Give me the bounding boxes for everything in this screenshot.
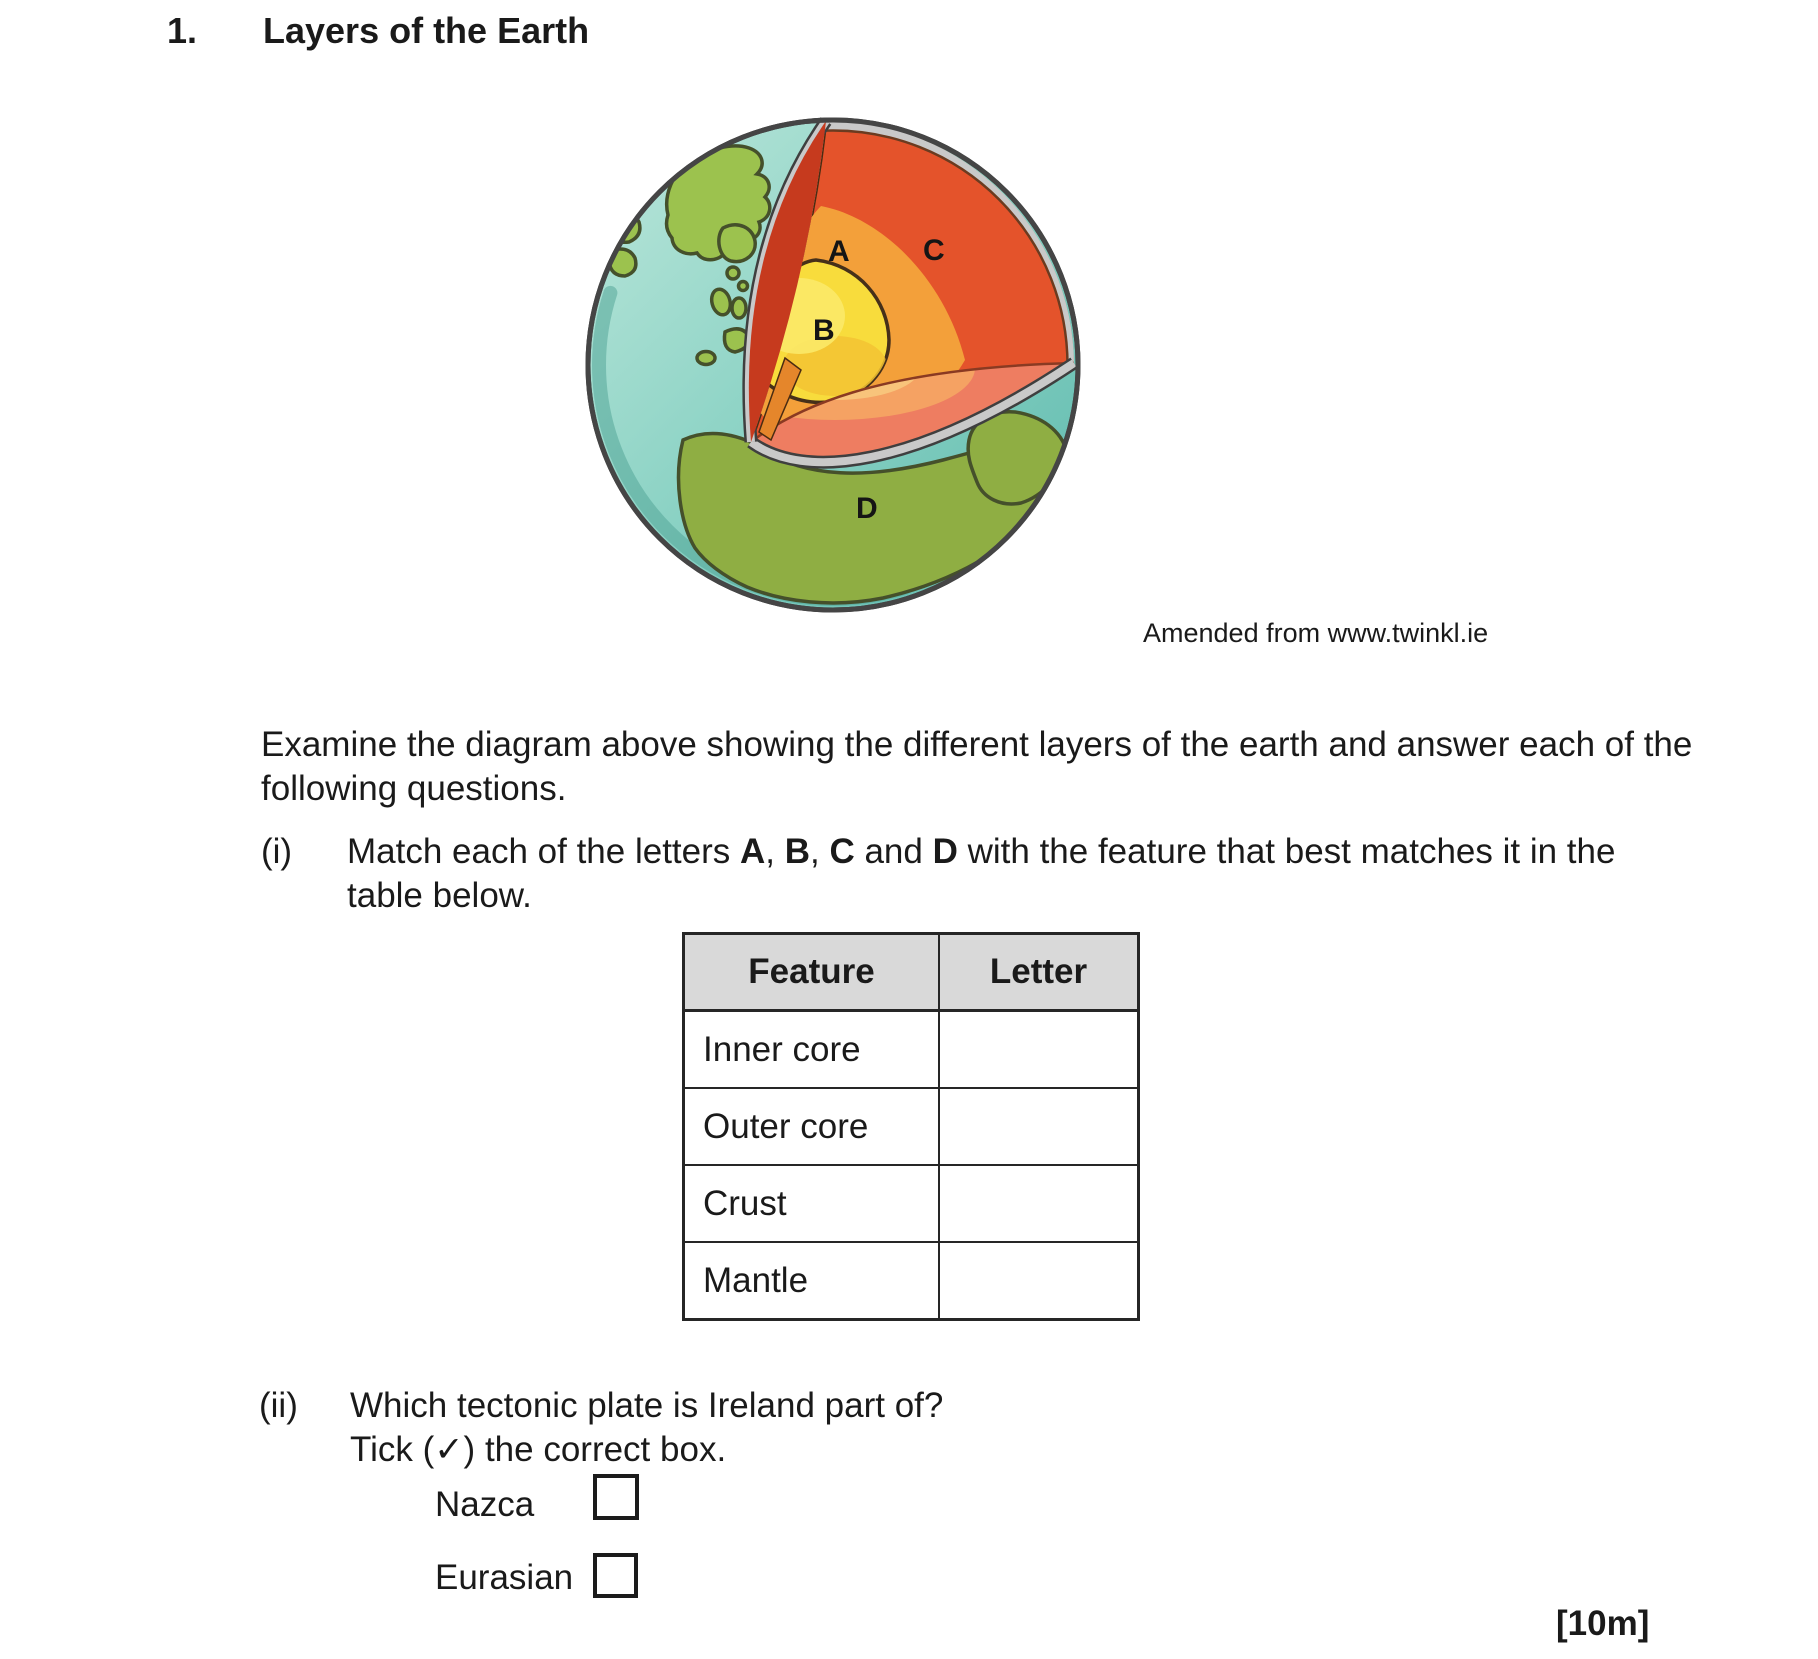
option-label-eurasian: Eurasian: [435, 1558, 574, 1597]
q1-letter-c: C: [829, 832, 855, 871]
table-row: [684, 1165, 1139, 1242]
page-title: Layers of the Earth: [263, 10, 590, 51]
marks-badge: [10m]: [1556, 1604, 1650, 1643]
diagram-label-d: D: [856, 492, 878, 525]
earth-layers-diagram: [573, 110, 1093, 620]
option-label-nazca: Nazca: [435, 1485, 535, 1524]
feature-cell: Mantle: [684, 1242, 940, 1320]
q2-line-1: Which tectonic plate is Ireland part of?: [350, 1386, 944, 1425]
diagram-label-c: C: [923, 234, 945, 267]
q1-line-1: [347, 830, 1615, 874]
table-row: [684, 1011, 1139, 1089]
q1-sep-3: and: [854, 832, 933, 871]
table-header-row: [684, 934, 1139, 1011]
q1-text-pre: Match each of the letters: [347, 832, 740, 871]
q1-sep-1: ,: [765, 832, 785, 871]
letter-header: Letter: [939, 934, 1139, 1011]
q1-text-post: with the feature that best matches it in the: [957, 832, 1616, 871]
q1-letter-a: A: [739, 832, 766, 871]
q1-sep-2: ,: [810, 832, 830, 871]
q1-line-2: table below.: [347, 876, 532, 915]
answer-table: [682, 932, 1140, 1321]
feature-cell: Outer core: [684, 1088, 940, 1165]
feature-cell: Crust: [684, 1165, 940, 1242]
table-row: [684, 1242, 1139, 1320]
letter-cell[interactable]: [939, 1088, 1139, 1165]
checkbox-eurasian[interactable]: [593, 1553, 638, 1598]
attribution: Amended from www.twinkl.ie: [1143, 618, 1489, 648]
feature-cell: Inner core: [684, 1011, 940, 1089]
letter-cell[interactable]: [939, 1242, 1139, 1320]
q1-letter-b: B: [784, 832, 810, 871]
intro-line-2: following questions.: [261, 769, 567, 808]
island-ireland: [732, 298, 746, 318]
intro-line-1: Examine the diagram above showing the different layers of the earth and answer each of the: [261, 725, 1693, 764]
letter-cell[interactable]: [939, 1011, 1139, 1089]
q2-marker: (ii): [259, 1386, 298, 1425]
checkbox-nazca[interactable]: [593, 1474, 639, 1520]
diagram-label-a: A: [828, 235, 850, 268]
diagram-label-b: B: [813, 314, 835, 347]
q1-marker: (i): [261, 832, 293, 871]
table-row: [684, 1088, 1139, 1165]
question-number: 1.: [167, 10, 198, 51]
q1-letter-d: D: [932, 832, 958, 871]
feature-header: Feature: [684, 934, 940, 1011]
q2-line-2: Tick (✓) the correct box.: [350, 1430, 727, 1469]
letter-cell[interactable]: [939, 1165, 1139, 1242]
